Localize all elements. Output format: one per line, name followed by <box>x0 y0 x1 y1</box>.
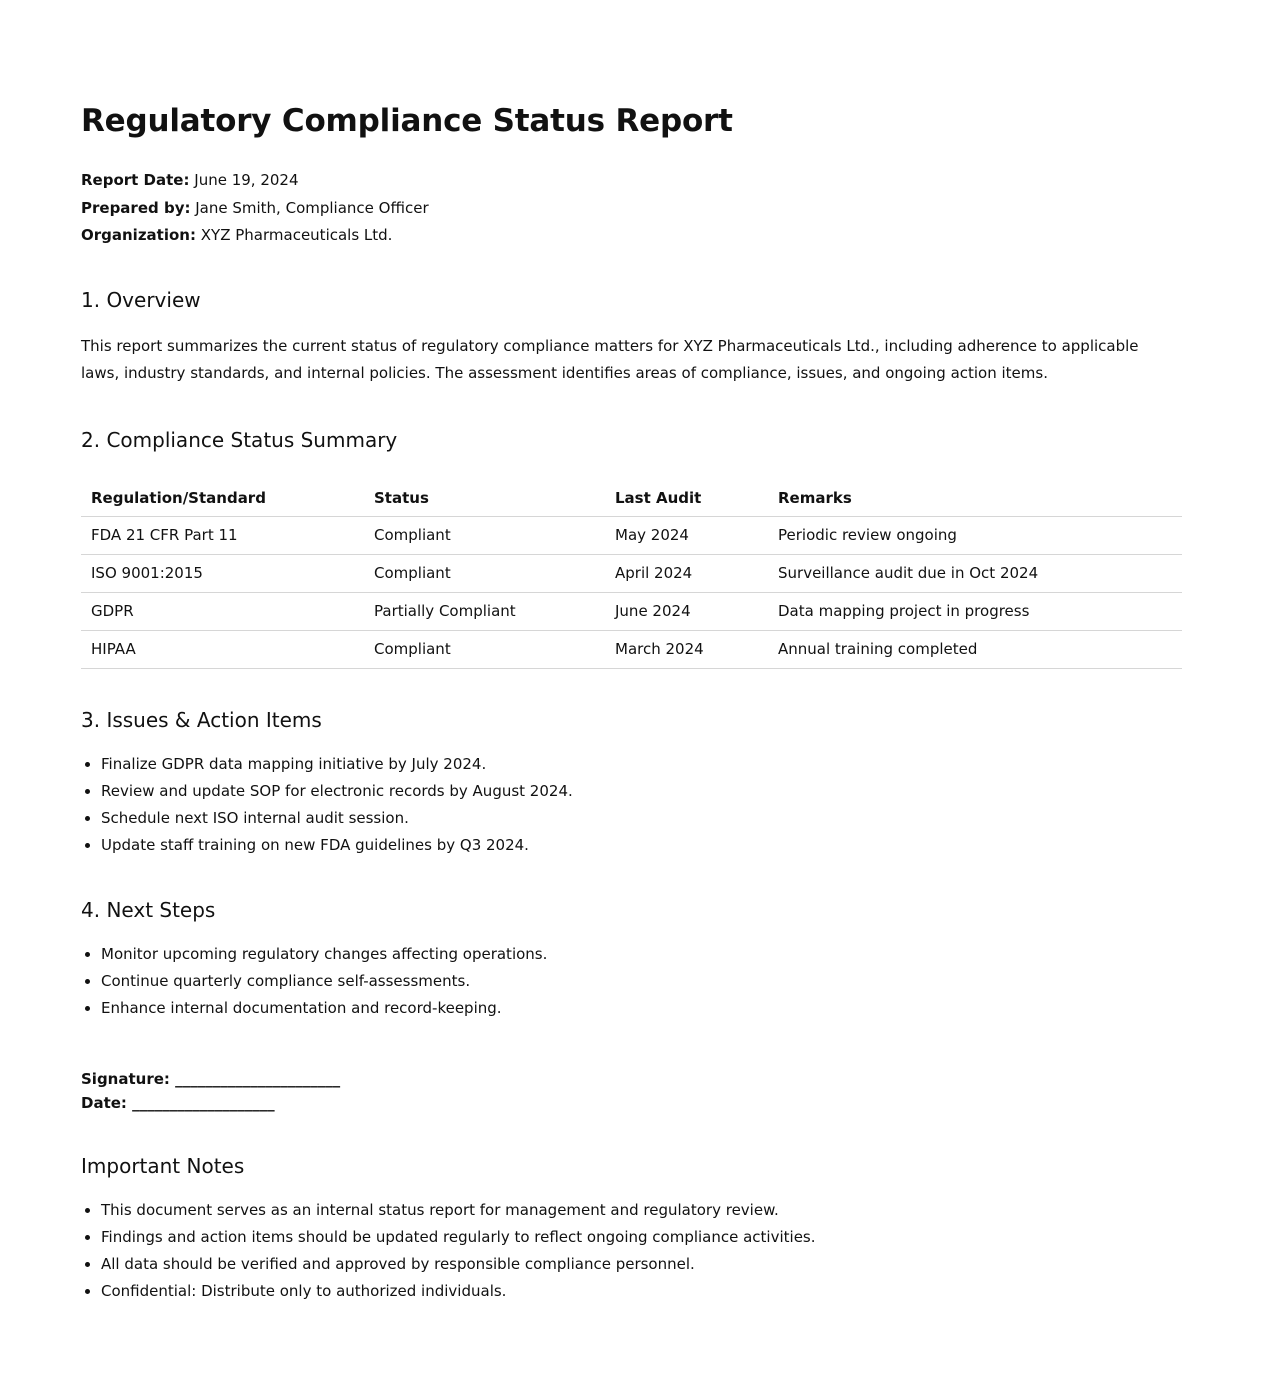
table-cell: Partially Compliant <box>364 592 605 630</box>
compliance-table <box>81 480 1182 669</box>
table-row <box>81 592 1182 630</box>
issues-heading: 3. Issues & Action Items <box>81 707 322 732</box>
table-cell: June 2024 <box>605 592 768 630</box>
next-steps-heading: 4. Next Steps <box>81 897 216 922</box>
overview-text: This report summarizes the current status of regulatory compliance matters for XYZ Pharmaceuticals Ltd., including adherence to applicable laws, industry standards, and internal policies. The assessment identifies areas of compliance, issues, and ongoing action items. <box>81 336 1139 382</box>
table-header-row <box>81 480 1182 517</box>
table-cell: March 2024 <box>605 630 768 668</box>
date-label: Date: <box>81 1093 127 1112</box>
table-cell: Data mapping project in progress <box>768 592 1182 630</box>
list-item: • Continue quarterly compliance self-assessments. <box>101 968 1182 995</box>
table-cell: Surveillance audit due in Oct 2024 <box>768 554 1182 592</box>
list-item: • Finalize GDPR data mapping initiative by July 2024. <box>101 751 1182 778</box>
table-cell: Compliant <box>364 630 605 668</box>
meta-value: XYZ Pharmaceuticals Ltd. <box>200 226 393 244</box>
page-title: Regulatory Compliance Status Report <box>81 103 733 139</box>
signature-blank: ______________________ <box>175 1069 341 1088</box>
meta-label: Organization: <box>81 226 196 244</box>
notes-list <box>81 1197 1182 1306</box>
list-item: • This document serves as an internal status report for management and regulatory review. <box>101 1197 1182 1224</box>
signature-block <box>81 1067 1182 1115</box>
list-item: • Confidential: Distribute only to authorized individuals. <box>101 1278 1182 1305</box>
table-cell: May 2024 <box>605 516 768 554</box>
report-meta <box>81 167 1182 250</box>
table-row <box>81 630 1182 668</box>
issues-list <box>81 751 1182 860</box>
meta-label: Report Date: <box>81 171 190 189</box>
table-cell: GDPR <box>81 592 364 630</box>
table-cell: Compliant <box>364 516 605 554</box>
table-cell: HIPAA <box>81 630 364 668</box>
meta-prepared-by <box>81 195 1182 223</box>
meta-organization <box>81 222 1182 250</box>
table-cell: ISO 9001:2015 <box>81 554 364 592</box>
table-row <box>81 516 1182 554</box>
list-item: • Update staff training on new FDA guidelines by Q3 2024. <box>101 832 1182 859</box>
table-cell: Periodic review ongoing <box>768 516 1182 554</box>
signature-label: Signature: <box>81 1069 170 1088</box>
meta-value: Jane Smith, Compliance Officer <box>195 198 429 217</box>
meta-value: June 19, 2024 <box>194 171 299 189</box>
date-blank: ___________________ <box>132 1093 275 1112</box>
meta-report-date <box>81 167 1182 195</box>
table-cell: Annual training completed <box>768 630 1182 668</box>
summary-heading: 2. Compliance Status Summary <box>81 427 398 452</box>
table-cell: FDA 21 CFR Part 11 <box>81 516 364 554</box>
date-line <box>81 1091 1182 1115</box>
list-item: • Enhance internal documentation and record-keeping. <box>101 995 1182 1022</box>
table-row <box>81 554 1182 592</box>
column-header: Status <box>364 480 605 517</box>
notes-heading: Important Notes <box>81 1153 245 1178</box>
column-header: Remarks <box>768 480 1182 517</box>
list-item: • Review and update SOP for electronic records by August 2024. <box>101 778 1182 805</box>
next-steps-list <box>81 941 1182 1023</box>
signature-line <box>81 1067 1182 1091</box>
column-header: Last Audit <box>605 480 768 517</box>
overview-heading: 1. Overview <box>81 287 201 312</box>
meta-label: Prepared by: <box>81 198 191 217</box>
list-item: • Schedule next ISO internal audit session. <box>101 805 1182 832</box>
list-item: • Findings and action items should be updated regularly to reflect ongoing compliance activities. <box>101 1224 1182 1251</box>
list-item: • Monitor upcoming regulatory changes affecting operations. <box>101 941 1182 968</box>
table-cell: April 2024 <box>605 554 768 592</box>
column-header: Regulation/Standard <box>81 480 364 517</box>
table-cell: Compliant <box>364 554 605 592</box>
list-item: • All data should be verified and approved by responsible compliance personnel. <box>101 1251 1182 1278</box>
